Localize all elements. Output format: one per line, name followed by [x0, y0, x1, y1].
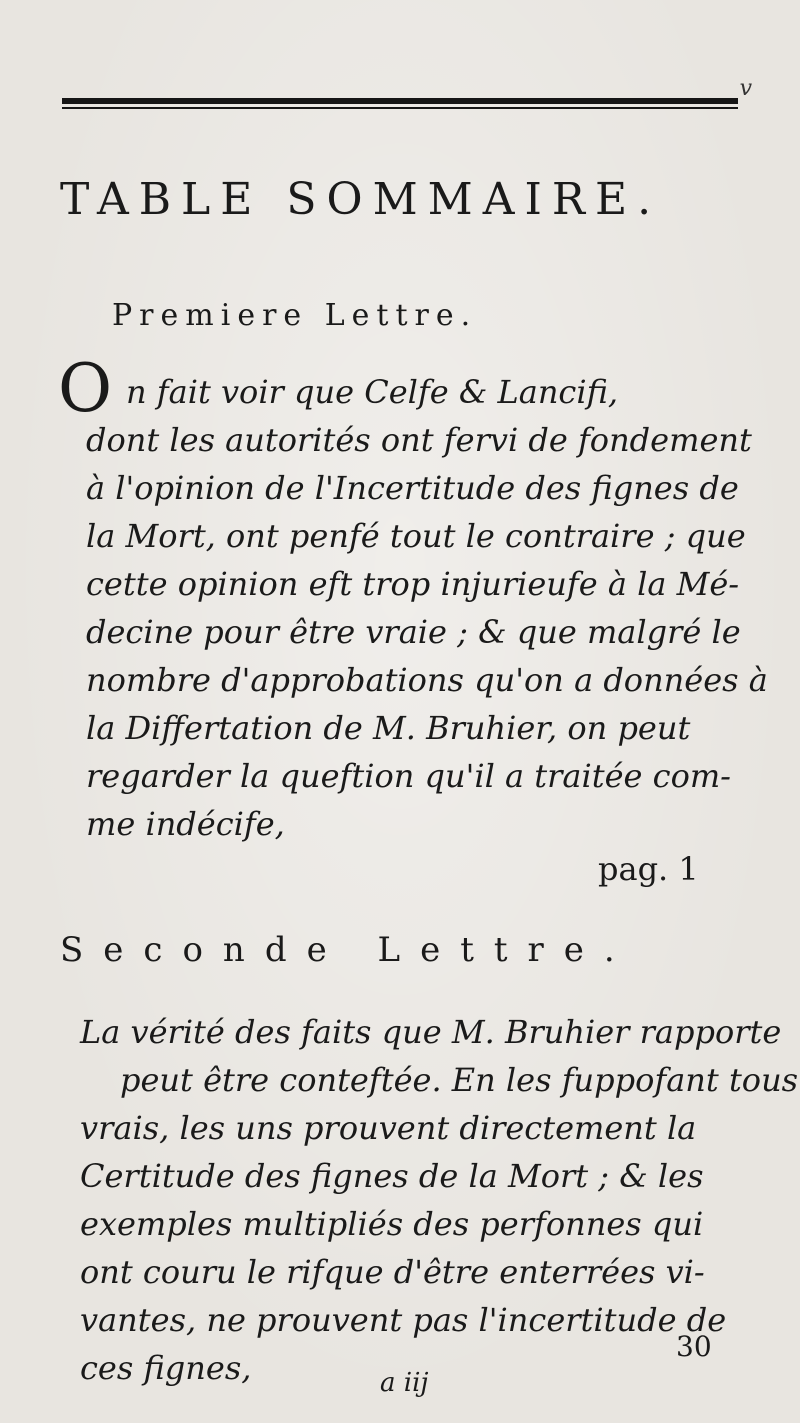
page-reference-first: pag. 1 — [598, 850, 699, 888]
text-line: à l'opinion de l'Incertitude des fignes de — [86, 469, 739, 507]
text-line: dont les autorités ont fervi de fondement — [86, 421, 752, 459]
text-line: me indécife, — [86, 805, 285, 843]
section-text-second-letter — [80, 1008, 799, 1392]
text-line: vantes, ne prouvent pas l'incertitude de — [80, 1301, 727, 1339]
page-title: TABLE SOMMAIRE. — [60, 174, 662, 225]
drop-cap: O — [58, 350, 113, 427]
text-line: La vérité des faits que M. Bruhier rapporte — [80, 1013, 782, 1051]
text-line: ont couru le rifque d'être enterrées vi- — [80, 1253, 705, 1291]
text-line: exemples multipliés des perfonnes qui — [80, 1205, 704, 1243]
text-line: n fait voir que Celfe & Lancifi, — [126, 373, 619, 411]
header-rule-thin — [62, 107, 738, 109]
text-line: cette opinion eft trop injurieufe à la Mé- — [86, 565, 740, 603]
page-reference-second: 30 — [676, 1330, 712, 1363]
text-line: Certitude des fignes de la Mort ; & les — [80, 1157, 704, 1195]
page-number: v — [739, 76, 752, 101]
text-line: peut être conteftée. En les fuppofant tous — [120, 1061, 799, 1099]
text-line: regarder la queftion qu'il a traitée com- — [86, 757, 731, 795]
text-line: la Differtation de M. Bruhier, on peut — [86, 709, 691, 747]
text-line: vrais, les uns prouvent directement la — [80, 1109, 697, 1147]
text-line: la Mort, ont penfé tout le contraire ; que — [86, 517, 746, 555]
signature-mark: a iij — [380, 1368, 429, 1398]
text-line: ces fignes, — [80, 1349, 252, 1387]
header-rule-thick — [62, 98, 738, 104]
section-heading-first-letter: Premiere Lettre. — [112, 298, 478, 333]
text-line: nombre d'approbations qu'on a données à — [86, 661, 768, 699]
section-heading-second-letter: Seconde Lettre. — [60, 930, 635, 970]
section-text-first-letter — [86, 368, 768, 848]
text-line: decine pour être vraie ; & que malgré le — [86, 613, 741, 651]
